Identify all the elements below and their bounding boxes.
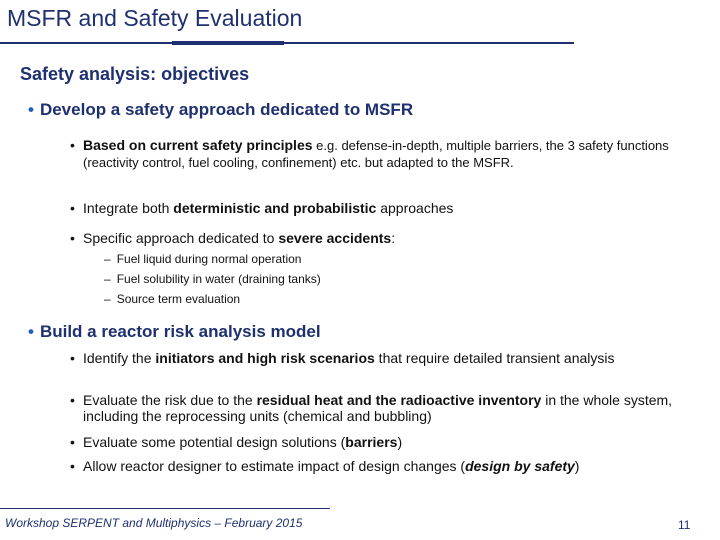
bold-phrase: residual heat and the radioactive inventory xyxy=(256,392,542,408)
title-underline xyxy=(0,42,574,44)
sub-bullet-fuel-liquid xyxy=(104,252,301,266)
bullet-initiators xyxy=(70,350,698,366)
section-heading-text: Build a reactor risk analysis model xyxy=(39,322,321,341)
sub-bullet-text: Fuel solubility in water (draining tanks) xyxy=(116,272,321,286)
bullet-marker: • xyxy=(28,100,34,119)
slide-title: MSFR and Safety Evaluation xyxy=(7,5,303,31)
bold-phrase: initiators and high risk scenarios xyxy=(155,350,375,366)
bullet-residual-heat xyxy=(70,392,698,424)
bullet-text: ) xyxy=(397,434,403,450)
sub-bullet-text: Fuel liquid during normal operation xyxy=(116,252,302,266)
bullet-text: e.g. defense-in-depth, multiple barriers, the 3 safety functions (reactivity control, fuel cooling, confinement) etc. but adapted to the MSFR. xyxy=(83,138,669,170)
sub-bullet-source-term xyxy=(104,292,240,306)
bullet-marker: • xyxy=(70,392,75,408)
bullet-marker: • xyxy=(70,350,75,366)
page-number: 11 xyxy=(678,518,691,532)
bullet-marker: • xyxy=(70,434,75,450)
footer-divider xyxy=(0,508,330,509)
bullet-marker: • xyxy=(28,322,34,341)
bullet-text: Specific approach dedicated to xyxy=(83,230,279,246)
bold-phrase: Based on current safety principles xyxy=(83,137,313,153)
section-heading-risk-model xyxy=(28,322,321,342)
bold-phrase: deterministic and probabilistic xyxy=(173,200,377,216)
dash-marker: – xyxy=(104,252,111,266)
dash-marker: – xyxy=(104,272,111,286)
bullet-design-by-safety xyxy=(70,458,698,474)
bullet-marker: • xyxy=(70,200,75,216)
bullet-marker: • xyxy=(70,137,75,153)
footer-text: Workshop SERPENT and Multiphysics – February 2015 xyxy=(5,516,303,530)
bold-phrase: severe accidents xyxy=(278,230,392,246)
bold-phrase: barriers xyxy=(345,434,398,450)
bullet-text: ) xyxy=(574,458,580,474)
sub-bullet-text: Source term evaluation xyxy=(116,292,241,306)
bullet-text: Evaluate the risk due to the xyxy=(83,392,257,408)
bullet-design-solutions xyxy=(70,434,698,450)
bullet-current-safety-principles xyxy=(70,137,698,171)
bullet-deterministic-probabilistic xyxy=(70,200,698,216)
bullet-text: Identify the xyxy=(83,350,156,366)
dash-marker: – xyxy=(104,292,111,306)
bullet-text: Integrate both xyxy=(83,200,174,216)
title-underline-accent xyxy=(172,41,284,45)
bullet-text: that require detailed transient analysis xyxy=(374,350,615,366)
bullet-text: Evaluate some potential design solutions ( xyxy=(83,434,346,450)
sub-bullet-fuel-solubility xyxy=(104,272,321,286)
bullet-severe-accidents xyxy=(70,230,698,246)
bullet-text: Allow reactor designer to estimate impact of design changes ( xyxy=(83,458,466,474)
bullet-marker: • xyxy=(70,458,75,474)
bullet-text: : xyxy=(391,230,396,246)
slide-subtitle: Safety analysis: objectives xyxy=(20,64,250,84)
section-heading-text: Develop a safety approach dedicated to MSFR xyxy=(39,100,414,119)
bullet-text: approaches xyxy=(376,200,454,216)
bullet-text: in the whole system, including the reprocessing units (chemical and bubbling) xyxy=(83,392,673,424)
bold-italic-phrase: design by safety xyxy=(465,458,575,474)
section-heading-safety-approach xyxy=(28,100,413,120)
bullet-marker: • xyxy=(70,230,75,246)
